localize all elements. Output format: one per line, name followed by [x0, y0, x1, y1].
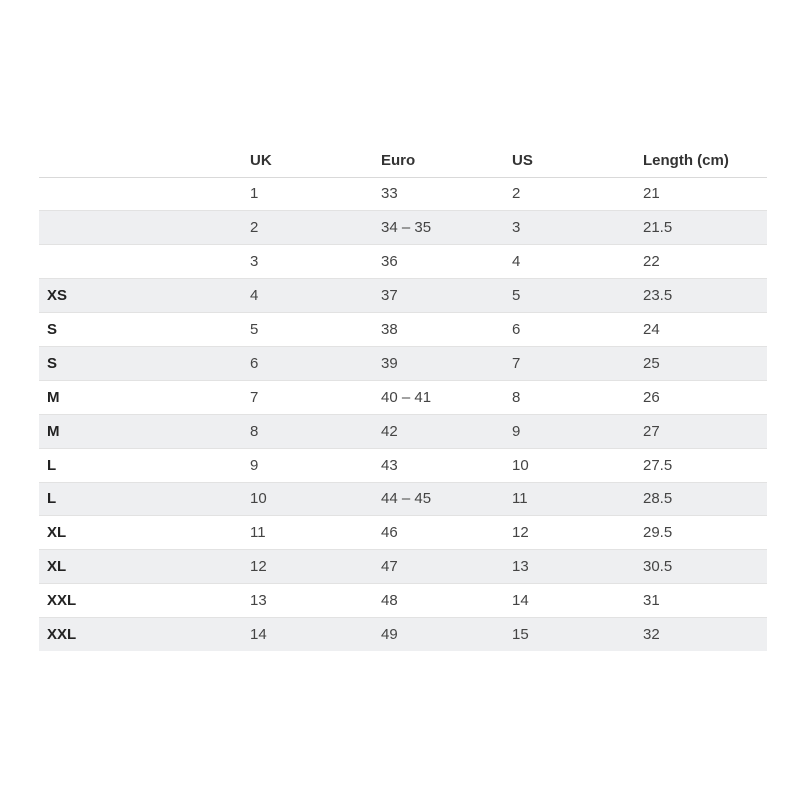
length-cell: 26: [643, 388, 660, 406]
uk-cell: 2: [250, 219, 259, 237]
uk-cell: 5: [250, 321, 259, 338]
euro-cell: 48: [381, 592, 398, 610]
header-euro: Euro: [373, 144, 504, 177]
length-cell: 22: [643, 253, 660, 271]
uk-cell: 14: [250, 626, 267, 644]
size-cell: [39, 245, 242, 279]
size-cell: S: [47, 321, 58, 338]
uk-cell: 12: [250, 558, 267, 576]
length-cell: 23.5: [643, 287, 673, 305]
euro-cell: 39: [381, 354, 398, 372]
euro-cell: 36: [381, 253, 398, 271]
length-cell: 25: [643, 354, 660, 372]
us-cell: 11: [512, 490, 528, 508]
uk-cell: 11: [250, 524, 266, 542]
euro-cell: 47: [381, 558, 398, 576]
size-cell: XL: [47, 558, 67, 576]
table-row: [39, 177, 767, 211]
size-cell: XXL: [47, 626, 77, 644]
length-cell: 30.5: [643, 558, 673, 576]
table-row: [39, 584, 767, 618]
header-us: US: [504, 144, 635, 177]
us-cell: 14: [512, 592, 529, 610]
euro-cell: 40 – 41: [381, 388, 432, 406]
length-cell: 29.5: [643, 524, 673, 542]
us-cell: 5: [512, 287, 521, 305]
uk-cell: 9: [250, 456, 259, 474]
us-cell: 10: [512, 456, 529, 474]
length-cell: 32: [643, 626, 660, 644]
euro-cell: 34 – 35: [381, 219, 432, 237]
uk-cell: 6: [250, 354, 259, 372]
euro-cell: 43: [381, 456, 398, 474]
uk-cell: 7: [250, 388, 259, 406]
header-uk: UK: [242, 144, 373, 177]
us-cell: 6: [512, 321, 521, 338]
table-row: [39, 448, 767, 482]
size-cell: XL: [47, 524, 67, 542]
size-chart-header: [39, 144, 767, 177]
us-cell: 9: [512, 422, 521, 440]
header-length: Length (cm): [635, 144, 767, 177]
size-cell: XXL: [47, 592, 77, 610]
size-cell: XS: [47, 287, 68, 305]
us-cell: 7: [512, 354, 521, 372]
us-cell: 4: [512, 253, 521, 271]
euro-cell: 33: [381, 185, 398, 203]
table-row: [39, 380, 767, 414]
euro-cell: 49: [381, 626, 398, 644]
size-cell: L: [47, 456, 57, 474]
size-cell: S: [47, 354, 58, 372]
us-cell: 13: [512, 558, 529, 576]
us-cell: 8: [512, 388, 521, 406]
table-row: [39, 550, 767, 584]
size-chart-table: [39, 144, 767, 651]
us-cell: 3: [512, 219, 521, 237]
table-row: [39, 279, 767, 313]
euro-cell: 38: [381, 321, 398, 338]
length-cell: 27: [643, 422, 660, 440]
header-size: [39, 144, 242, 177]
uk-cell: 1: [250, 185, 259, 203]
length-cell: 21: [643, 185, 660, 203]
header-row: [39, 144, 767, 177]
length-cell: 27.5: [643, 456, 673, 474]
length-cell: 28.5: [643, 490, 673, 508]
euro-cell: 46: [381, 524, 398, 542]
table-row: [39, 313, 767, 347]
us-cell: 2: [512, 185, 521, 203]
size-chart-body: [39, 177, 767, 651]
table-row: [39, 414, 767, 448]
table-row: [39, 211, 767, 245]
size-cell: M: [47, 388, 60, 406]
uk-cell: 3: [250, 253, 259, 271]
size-cell: [39, 211, 242, 245]
table-row: [39, 516, 767, 550]
length-cell: 21.5: [643, 219, 673, 237]
euro-cell: 37: [381, 287, 398, 305]
euro-cell: 44 – 45: [381, 490, 432, 508]
table-row: [39, 245, 767, 279]
size-cell: M: [47, 422, 60, 440]
size-cell: [39, 177, 242, 211]
length-cell: 24: [643, 321, 660, 338]
us-cell: 15: [512, 626, 529, 644]
euro-cell: 42: [381, 422, 398, 440]
table-row: [39, 482, 767, 516]
uk-cell: 8: [250, 422, 259, 440]
table-row: [39, 346, 767, 380]
uk-cell: 4: [250, 287, 259, 305]
us-cell: 12: [512, 524, 529, 542]
length-cell: 31: [643, 592, 660, 610]
uk-cell: 10: [250, 490, 267, 508]
uk-cell: 13: [250, 592, 267, 610]
table-row: [39, 618, 767, 652]
size-cell: L: [47, 490, 57, 508]
